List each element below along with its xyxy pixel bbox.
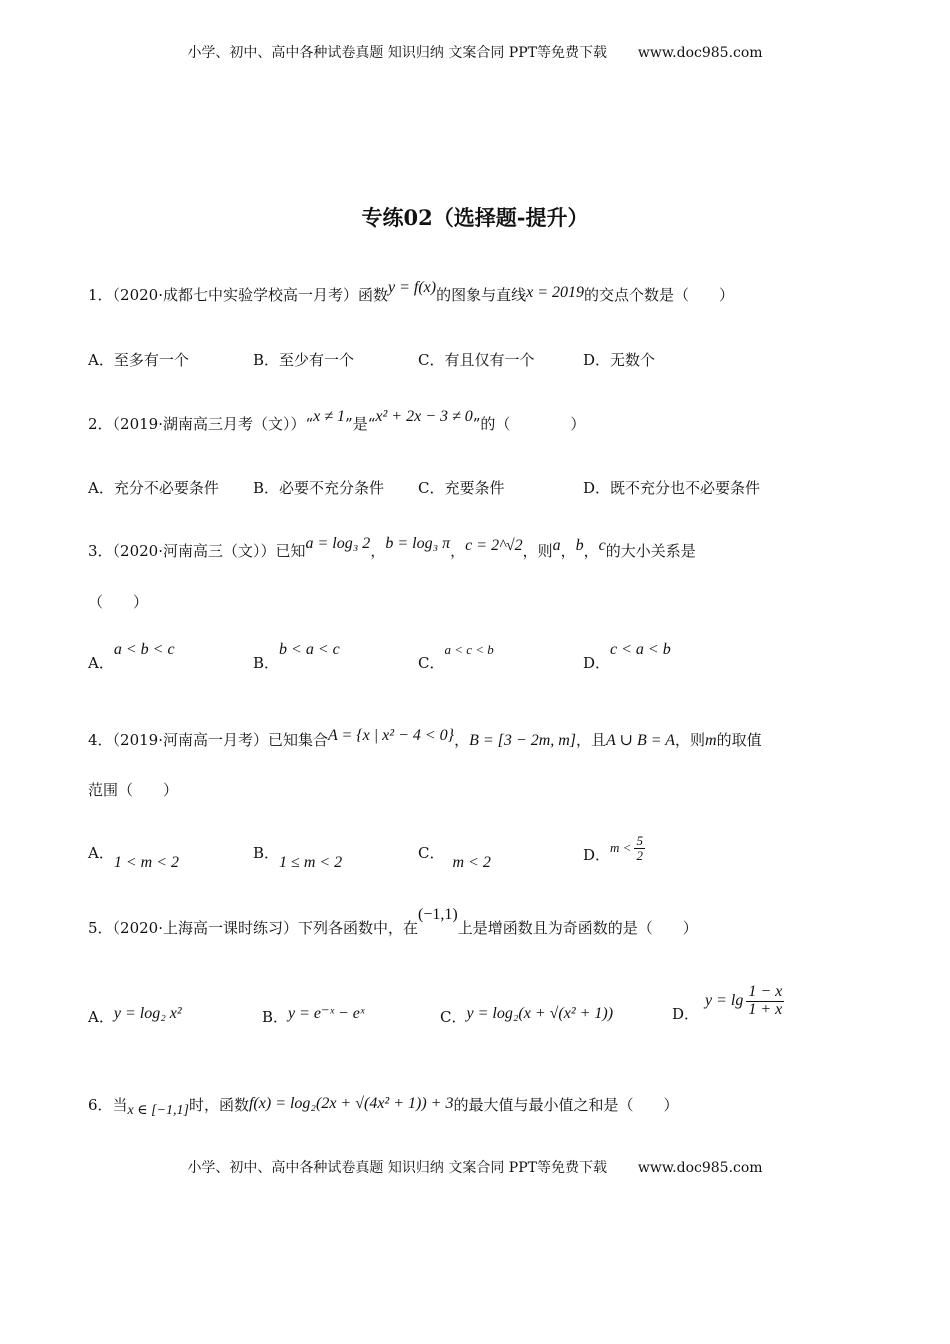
q3-math-c: c = 2^√2 bbox=[465, 537, 523, 554]
q2-stem: 2．（2019·湖南高三月考（文））“ bbox=[88, 415, 314, 433]
q5-option-c bbox=[440, 1006, 613, 1027]
q6-stem: 6．当 bbox=[88, 1096, 128, 1114]
q3-option-d bbox=[583, 641, 671, 673]
q4-option-a bbox=[88, 842, 179, 871]
q1-option-a: A．至多有一个 bbox=[88, 351, 189, 369]
q5-option-b bbox=[262, 1006, 364, 1027]
q5-option-b-math: y = e⁻ˣ − eˣ bbox=[288, 1005, 365, 1022]
q5-stem-end: 上是增函数且为奇函数的是（ ） bbox=[457, 919, 698, 937]
header-url: www.doc985.com bbox=[637, 45, 763, 61]
q4-math-set-b: B = [3 − 2m, m] bbox=[469, 732, 577, 749]
q3-option-a-math: a < b < c bbox=[113, 641, 175, 658]
q3-paren: （ ） bbox=[88, 593, 149, 611]
q4-stem-end: 的取值 bbox=[716, 731, 762, 749]
question-1 bbox=[88, 279, 735, 305]
q4-option-a-label: A． bbox=[88, 844, 114, 862]
q5-stem: 5．（2020·上海高一课时练习）下列各函数中，在 bbox=[88, 919, 418, 937]
q2-option-b: B．必要不充分条件 bbox=[253, 479, 385, 497]
q1-math-line: x = 2019 bbox=[526, 284, 585, 301]
q3-option-a bbox=[88, 641, 175, 673]
q6-stem-mid: 时，函数 bbox=[188, 1096, 249, 1114]
q4-option-d-math: m < bbox=[610, 840, 632, 856]
q3-math-b: b = log₃ π bbox=[385, 535, 451, 552]
question-5 bbox=[88, 906, 698, 938]
q3-math-a: a = log₃ 2 bbox=[305, 535, 371, 552]
q3-option-c-label: C． bbox=[418, 654, 445, 672]
q3-stem-end: 的大小关系是 bbox=[605, 542, 696, 560]
q2-math-x: x ≠ 1 bbox=[313, 408, 346, 425]
q4-stem: 4．（2019·河南高一月考）已知集合 bbox=[88, 731, 328, 749]
q2-option-a: A．充分不必要条件 bbox=[88, 479, 219, 497]
q3-option-c-math: a < c < b bbox=[444, 642, 494, 657]
q4-option-c bbox=[418, 842, 491, 871]
q3-option-c bbox=[418, 642, 494, 673]
q4-var-m: m bbox=[705, 732, 717, 749]
q4-option-d-label: D． bbox=[583, 846, 611, 865]
q3-var-b: b bbox=[575, 537, 584, 554]
q1-math-function: y = f(x) bbox=[388, 279, 437, 296]
q3-option-d-label: D． bbox=[583, 654, 611, 672]
q5-option-d-numerator: 1 − x bbox=[748, 983, 783, 1000]
q4-option-c-math: m < 2 bbox=[452, 854, 491, 871]
q5-option-a-label: A． bbox=[88, 1008, 114, 1026]
q4-stem-then: ，则 bbox=[675, 731, 706, 749]
q4-option-d bbox=[583, 833, 645, 865]
q5-option-a bbox=[88, 1006, 182, 1027]
q5-option-c-math: y = log₂(x + √(x² + 1)) bbox=[466, 1005, 614, 1022]
q1-stem-mid: 的图象与直线 bbox=[436, 286, 527, 304]
q1-option-c: C．有且仅有一个 bbox=[418, 351, 535, 369]
q5-option-b-label: B． bbox=[262, 1008, 289, 1026]
q3-option-b-label: B． bbox=[253, 654, 280, 672]
question-6 bbox=[88, 1094, 679, 1118]
page-footer bbox=[0, 1157, 950, 1177]
q5-option-d-math: y = lg bbox=[705, 992, 744, 1010]
q4-line2: 范围（ ） bbox=[88, 781, 179, 799]
q2-option-c: C．充要条件 bbox=[418, 479, 505, 497]
q4-option-d-numerator: 5 bbox=[636, 833, 643, 848]
question-4: 4．（2019·河南高一月考）已知集合A = {x | x² − 4 < 0}，B = [3 − 2m, m]，且A ∪ B = A，则m的取值 bbox=[88, 727, 762, 749]
q4-option-b-label: B． bbox=[253, 844, 280, 862]
q4-option-b bbox=[253, 842, 343, 871]
page-title: 专练02（选择题-提升） bbox=[361, 205, 589, 230]
q3-option-b bbox=[253, 641, 340, 673]
q4-math-set-a: A = {x | x² − 4 < 0} bbox=[328, 727, 455, 744]
q2-stem-end: ”的（ ） bbox=[472, 415, 586, 433]
q3-stem-then: ，则 bbox=[522, 542, 553, 560]
q2-option-d: D．既不充分也不必要条件 bbox=[583, 479, 761, 497]
q1-option-b: B．至少有一个 bbox=[253, 351, 355, 369]
q3-option-d-math: c < a < b bbox=[610, 641, 671, 658]
q6-math-domain: x ∈ [−1,1] bbox=[127, 1103, 189, 1118]
q3-option-a-label: A． bbox=[88, 654, 114, 672]
q1-stem-end: 的交点个数是（ ） bbox=[584, 286, 735, 304]
q5-option-d bbox=[672, 983, 784, 1024]
q2-math-quadratic: x² + 2x − 3 ≠ 0 bbox=[375, 408, 473, 425]
q5-option-a-math: y = log₂ x² bbox=[113, 1005, 182, 1022]
q4-option-b-math: 1 ≤ m < 2 bbox=[279, 854, 343, 871]
q3-var-a: a bbox=[552, 537, 561, 554]
question-3: 3．（2020·河南高三（文））已知a = log₃ 2，b = log₃ π，c = 2^√2，则a，b，c的大小关系是 bbox=[88, 535, 696, 560]
q3-option-b-math: b < a < c bbox=[279, 641, 340, 658]
q5-option-c-label: C． bbox=[440, 1008, 467, 1026]
q4-math-condition: A ∪ B = A bbox=[606, 732, 675, 749]
q5-option-d-fraction bbox=[746, 984, 784, 1019]
q4-stem-mid: ，且 bbox=[576, 731, 607, 749]
q4-option-a-math: 1 < m < 2 bbox=[113, 854, 179, 871]
q4-option-d-denominator: 2 bbox=[636, 847, 643, 863]
q2-stem-mid: ”是“ bbox=[345, 415, 376, 433]
header-text: 小学、初中、高中各种试卷真题 知识归纳 文案合同 PPT等免费下载 bbox=[187, 45, 607, 61]
q5-option-d-label: D． bbox=[672, 1005, 700, 1024]
q1-option-d: D．无数个 bbox=[583, 351, 656, 369]
q5-math-interval: (−1,1) bbox=[418, 906, 458, 923]
q4-option-d-fraction bbox=[634, 834, 645, 862]
q1-stem: 1．（2020·成都七中实验学校高一月考）函数 bbox=[88, 286, 388, 304]
q6-math-function: f(x) = log₂(2x + √(4x² + 1)) + 3 bbox=[248, 1095, 454, 1112]
q5-option-d-denominator: 1 + x bbox=[748, 1000, 783, 1018]
footer-url: www.doc985.com bbox=[637, 1160, 763, 1176]
q6-stem-end: 的最大值与最小值之和是（ ） bbox=[453, 1096, 679, 1114]
question-2 bbox=[88, 408, 586, 434]
page-header bbox=[0, 42, 950, 62]
q3-stem: 3．（2020·河南高三（文））已知 bbox=[88, 542, 306, 560]
q3-var-c: c bbox=[598, 537, 606, 554]
q4-option-c-label: C． bbox=[418, 844, 445, 862]
footer-text: 小学、初中、高中各种试卷真题 知识归纳 文案合同 PPT等免费下载 bbox=[187, 1160, 607, 1176]
